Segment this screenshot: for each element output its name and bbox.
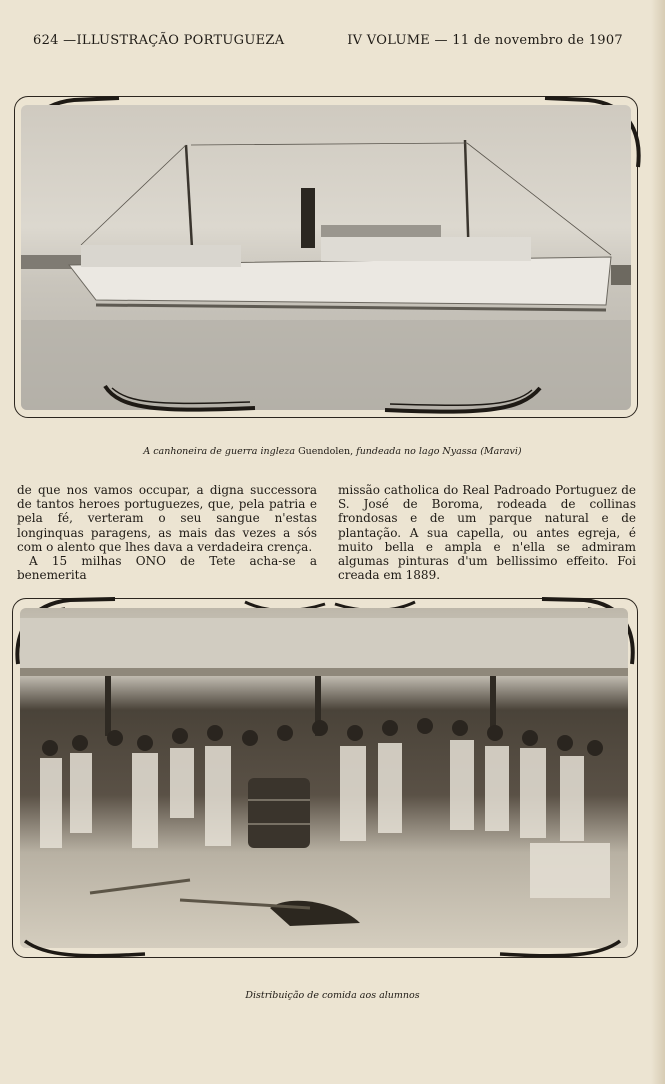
gunboat-photo [21, 105, 631, 410]
publication-title: —ILLUSTRAÇÃO PORTUGUEZA [63, 33, 285, 48]
caption-gunboat [0, 446, 665, 457]
frame-ornament-bottom-left-2 [20, 936, 150, 962]
frame-ornament-bottom-right [380, 384, 545, 418]
frame-ornament-bottom-right-2 [495, 936, 625, 962]
students-meal-photo [20, 608, 628, 948]
volume-label: IV VOLUME [347, 33, 431, 48]
caption-students: Distribuição de comida aos alumnos [245, 990, 420, 1001]
caption-prefix: A canhoneira de guerra ingleza [143, 446, 296, 457]
caption-suffix: fundeada no lago Nyassa (Maravi) [356, 446, 522, 457]
issue-date: — 11 de novembro de 1907 [434, 33, 623, 48]
text-column-right [338, 483, 636, 582]
page-number: 624 [33, 33, 59, 48]
right-paragraph: missão catholica do Real Padroado Portuguez de S. José de Boroma, rodeada de collinas frondosas e de um parque natural e de plantação. A sua capella, ou antes egreja, é muito bella e ampla e n'ella se admiram algumas pinturas d'um bellissimo effeito. Foi creada em 1889. [338, 483, 636, 583]
text-column-left [17, 483, 317, 582]
students-illustration [20, 608, 628, 948]
left-paragraph-2: A 15 milhas ONO de Tete acha-se a benemerita [17, 554, 317, 583]
frame-ornament-bottom-left [100, 378, 260, 418]
left-paragraph-1: de que nos vamos occupar, a digna successora de tantos heroes portuguezes, que, pela patria e pela fé, verteram o seu sangue n'estas longinquas paragens, as mais das vezes a sós com o alento que lhes dava a verdadeira crença. [17, 483, 317, 554]
gunboat-illustration [21, 105, 631, 410]
header-right [347, 33, 623, 48]
page-edge [651, 0, 665, 1084]
header-left [33, 33, 284, 48]
ship-name: Guendolen, [298, 446, 354, 457]
